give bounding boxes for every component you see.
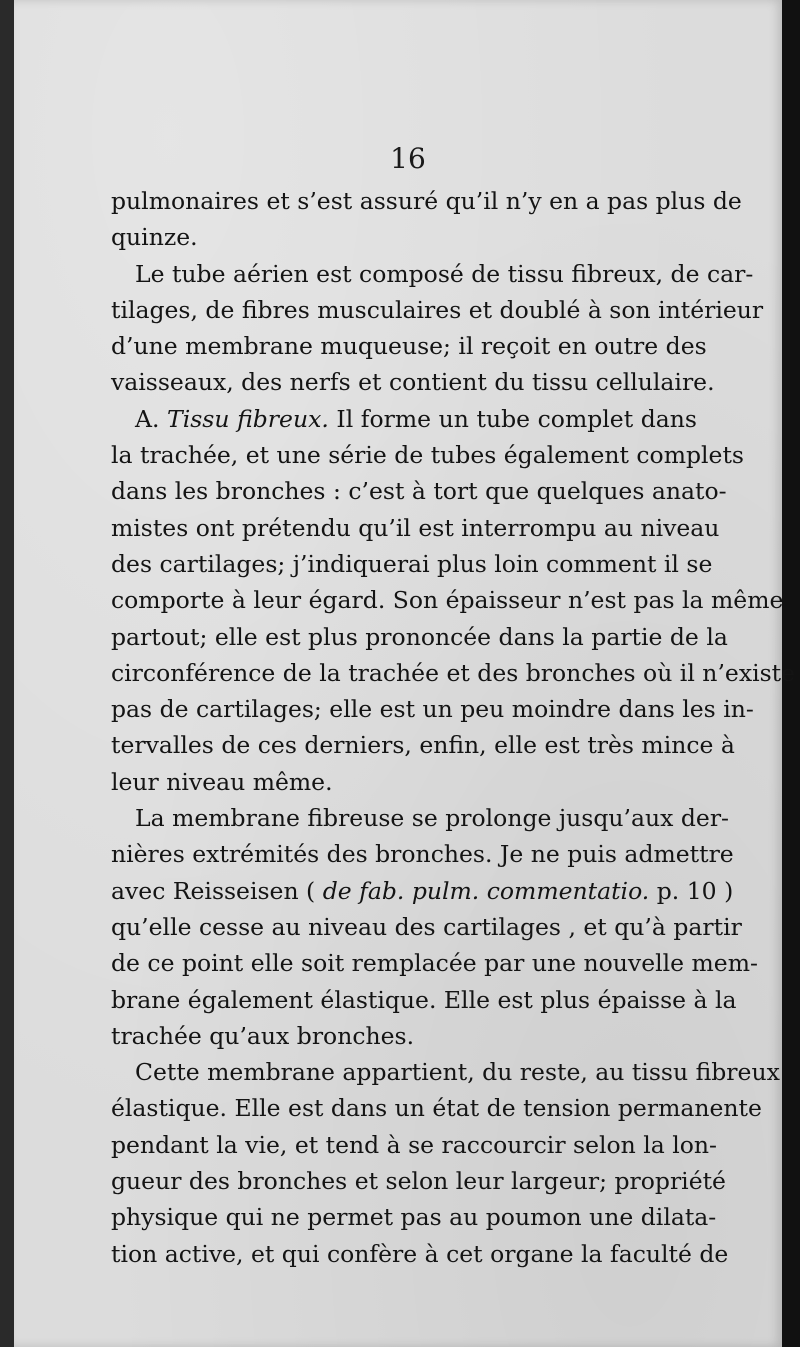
text-line-content: dans les bronches : c’est à tort que quelques anato- bbox=[111, 477, 727, 506]
body-text bbox=[111, 183, 796, 1272]
text-line bbox=[111, 982, 737, 1018]
text-line-content: mistes ont prétendu qu’il est interrompu au niveau bbox=[111, 513, 720, 542]
text-line-content: Cette membrane appartient, du reste, au tissu fibreux bbox=[135, 1058, 780, 1087]
text-line-content: des cartilages; j’indiquerai plus loin comment il se bbox=[111, 549, 713, 578]
text-line-content: la trachée, et une série de tubes également complets bbox=[111, 441, 744, 470]
text-line-content: leur niveau même. bbox=[111, 767, 333, 796]
text-line-content: tion active, et qui confère à cet organe la faculté de bbox=[111, 1239, 729, 1268]
text-line-content: Il forme un tube complet dans bbox=[328, 404, 697, 433]
text-line-content: pulmonaires et s’est assuré qu’il n’y en a pas plus de bbox=[111, 187, 742, 215]
text-line bbox=[111, 1163, 726, 1199]
text-line-content: qu’elle cesse au niveau des cartilages , et qu’à partir bbox=[111, 912, 742, 941]
text-line-content: élastique. Elle est dans un état de tension permanente bbox=[111, 1094, 762, 1123]
text-line-content: Le tube aérien est composé de tissu fibreux, de car- bbox=[135, 259, 754, 288]
text-line bbox=[111, 1054, 780, 1090]
text-line-content: quinze. bbox=[111, 223, 198, 252]
text-line bbox=[111, 909, 742, 945]
page-number: 16 bbox=[390, 142, 426, 175]
text-line bbox=[111, 546, 713, 582]
text-line-italic: de fab. pulm. commentatio. bbox=[322, 876, 650, 905]
text-line-content: La membrane fibreuse se prolonge jusqu’aux der- bbox=[135, 804, 729, 833]
text-line-content: trachée qu’aux bronches. bbox=[111, 1021, 415, 1050]
text-line-content: pas de cartilages; elle est un peu moindre dans les in- bbox=[111, 695, 754, 724]
text-line-content: tervalles de ces derniers, enfin, elle est très mince à bbox=[111, 731, 735, 760]
text-line bbox=[111, 800, 729, 836]
text-line bbox=[111, 1127, 717, 1163]
text-line bbox=[111, 256, 754, 292]
text-line bbox=[111, 691, 754, 727]
text-line bbox=[111, 619, 728, 655]
text-line bbox=[111, 1090, 762, 1126]
text-line bbox=[111, 364, 715, 400]
text-line bbox=[111, 1018, 697, 1054]
text-line bbox=[111, 473, 727, 509]
text-line-content: comporte à leur égard. Son épaisseur n’est pas la même bbox=[111, 586, 784, 615]
text-line bbox=[111, 183, 742, 219]
text-line-content: pendant la vie, et tend à se raccourcir selon la lon- bbox=[111, 1130, 717, 1159]
text-line bbox=[111, 1199, 717, 1235]
text-line bbox=[111, 292, 764, 328]
text-line bbox=[111, 1236, 729, 1272]
text-line bbox=[111, 727, 735, 763]
text-line bbox=[111, 328, 707, 364]
text-line-content: d’une membrane muqueuse; il reçoit en outre des bbox=[111, 332, 707, 361]
text-line-content: gueur des bronches et selon leur largeur; propriété bbox=[111, 1167, 726, 1196]
text-line-content: physique qui ne permet pas au poumon une dilata- bbox=[111, 1203, 717, 1232]
text-line-content: partout; elle est plus prononcée dans la partie de la bbox=[111, 622, 728, 651]
text-line bbox=[111, 945, 758, 981]
text-line-content: vaisseaux, des nerfs et contient du tissu cellulaire. bbox=[111, 368, 715, 397]
text-line bbox=[111, 219, 697, 255]
text-line-content: circonférence de la trachée et des bronches où il n’existe bbox=[111, 658, 796, 687]
text-line bbox=[111, 764, 697, 800]
text-line-content: de ce point elle soit remplacée par une nouvelle mem- bbox=[111, 949, 758, 978]
text-line bbox=[111, 510, 720, 546]
text-line bbox=[111, 582, 784, 618]
text-line-content: tilages, de fibres musculaires et doublé à son intérieur bbox=[111, 295, 764, 324]
text-line-content: p. 10 ) bbox=[649, 876, 734, 905]
text-line bbox=[111, 836, 734, 872]
text-line-italic: Tissu fibreux. bbox=[167, 404, 329, 433]
text-line bbox=[111, 655, 796, 691]
text-line-content: nières extrémités des bronches. Je ne puis admettre bbox=[111, 840, 734, 869]
text-line-content: brane également élastique. Elle est plus épaisse à la bbox=[111, 985, 737, 1014]
text-line-prefix: A. bbox=[135, 404, 168, 433]
text-line bbox=[111, 401, 697, 437]
text-line-prefix: avec Reisseisen ( bbox=[111, 876, 323, 905]
text-line bbox=[111, 873, 734, 909]
text-line bbox=[111, 437, 744, 473]
